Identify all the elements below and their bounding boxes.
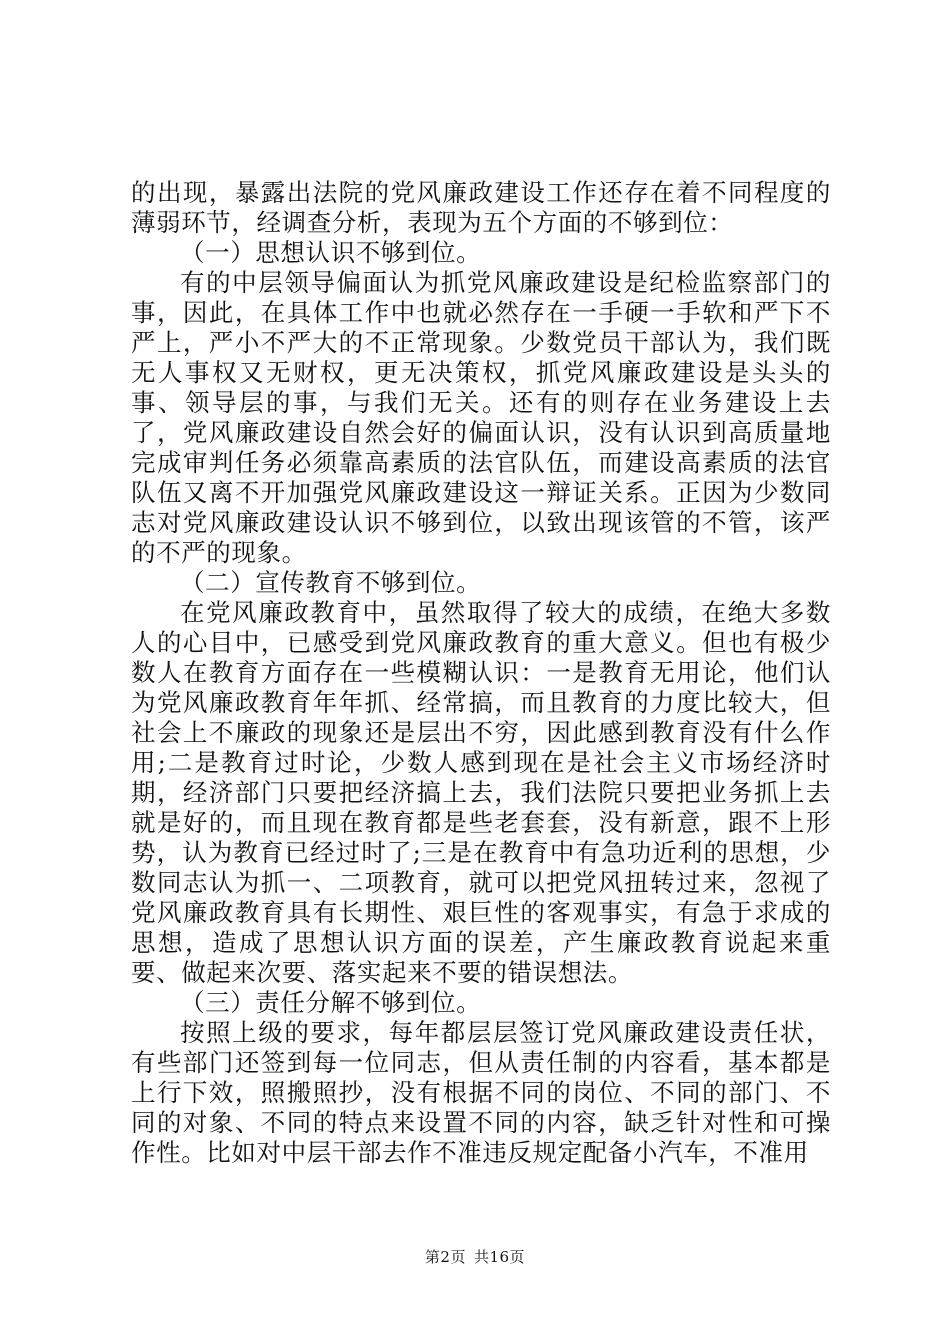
paragraph-body-3: 按照上级的要求，每年都层层签订党风廉政建设责任状，有些部门还签到每一位同志，但从责任制的内容看，基本都是上行下效，照搬照抄，没有根据不同的岗位、不同的部门、不同的对象、不同的特点来设置不同的内容，缺乏针对性和可操作性。比如对中层干部去作不准违反规定配备小汽车，不准用 — [131, 1018, 831, 1167]
document-body — [131, 178, 831, 1168]
paragraph-continuation: 的出现，暴露出法院的党风廉政建设工作还存在着不同程度的薄弱环节，经调查分析，表现为五个方面的不够到位： — [131, 178, 831, 237]
paragraph-body-2: 在党风廉政教育中，虽然取得了较大的成绩，在绝大多数人的心目中，已感受到党风廉政教育的重大意义。但也有极少数人在教育方面存在一些模糊认识：一是教育无用论，他们认为党风廉政教育年年抓、经常搞，而且教育的力度比较大，但社会上不廉政的现象还是层出不穷，因此感到教育没有什么作用;二是教育过时论，少数人感到现在是社会主义市场经济时期，经济部门只要把经济搞上去，我们法院只要把业务抓上去就是好的，而且现在教育都是些老套套，没有新意，跟不上形势，认为教育已经过时了;三是在教育中有急功近利的思想，少数同志认为抓一、二项教育，就可以把党风扭转过来，忽视了党风廉政教育具有长期性、艰巨性的客观事实，有急于求成的思想，造成了思想认识方面的误差，产生廉政教育说起来重要、做起来次要、落实起来不要的错误想法。 — [131, 598, 831, 987]
page-total: 共16页 — [473, 1248, 526, 1266]
section-heading-3: （三）责任分解不够到位。 — [180, 988, 482, 1017]
paragraph-body-1: 有的中层领导偏面认为抓党风廉政建设是纪检监察部门的事，因此，在具体工作中也就必然存在一手硬一手软和严下不严上，严小不严大的不正常现象。少数党员干部认为，我们既无人事权又无财权，更无决策权，抓党风廉政建设是头头的事、领导层的事，与我们无关。还有的则存在业务建设上去了，党风廉政建设自然会好的偏面认识，没有认识到高质量地完成审判任务必须靠高素质的法官队伍，而建设高素质的法官队伍又离不开加强党风廉政建设这一辩证关系。正因为少数同志对党风廉政建设认识不够到位，以致出现该管的不管，该严的不严的现象。 — [131, 268, 831, 567]
page-footer — [0, 1246, 950, 1267]
page-number: 第2页 — [424, 1248, 466, 1266]
section-heading-2: （二）宣传教育不够到位。 — [180, 568, 482, 597]
section-heading-1: （一）思想认识不够到位。 — [180, 238, 482, 267]
